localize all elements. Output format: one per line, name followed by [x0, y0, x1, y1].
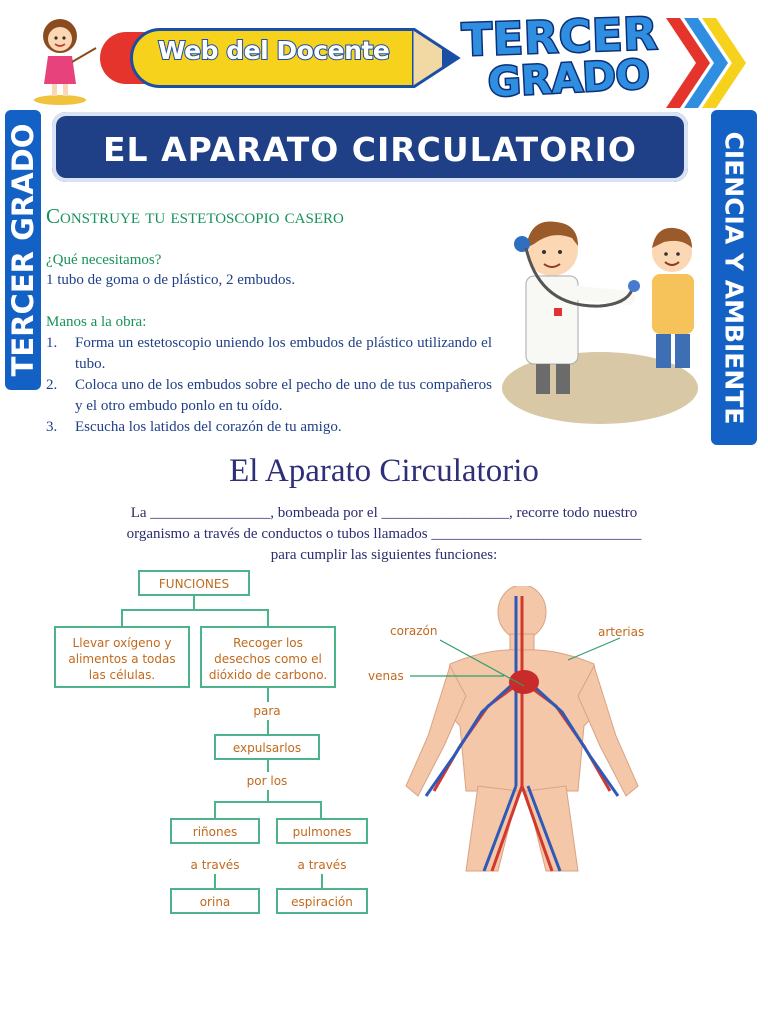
kids-stethoscope-illustration — [500, 208, 705, 426]
concept-box-label: expulsarlos — [232, 741, 302, 755]
materials-question: ¿Qué necesitamos? — [46, 252, 162, 268]
worksheet-fill-line: organismo a través de conductos o tubos llamados ____________________________ — [126, 526, 642, 542]
concept-connector-label: para — [253, 704, 281, 718]
concept-box-label: pulmones — [292, 825, 352, 839]
steps-heading: Manos a la obra: — [46, 314, 147, 330]
chevron-arrows-icon — [666, 18, 750, 108]
concept-connector — [267, 720, 269, 734]
step-item — [46, 333, 492, 375]
concept-connector — [321, 874, 323, 888]
concept-box-expulsarlos — [214, 734, 320, 760]
concept-connector — [267, 609, 269, 626]
materials-answer: 1 tubo de goma o de plástico, 2 embudos. — [46, 272, 296, 288]
step-number: 1. — [46, 335, 58, 351]
concept-connector-label: a través — [190, 858, 240, 872]
concept-function-box — [200, 626, 336, 688]
step-number: 2. — [46, 377, 58, 393]
step-number: 3. — [46, 419, 58, 435]
step-text: Forma un estetoscopio uniendo los embudos de plástico utilizando el tubo. — [75, 335, 492, 372]
concept-function-text: Llevar oxígeno y alimentos a todas las células. — [68, 636, 176, 682]
worksheet-fill-line: La ________________, bombeada por el _________________, recorre todo nuestro — [130, 505, 638, 521]
grade-logo-line2: GRADO — [486, 51, 651, 107]
side-banner-right-text: CIENCIA Y AMBIENTE — [719, 131, 749, 424]
site-name: Web del Docente — [158, 36, 390, 65]
concept-box-label: orina — [199, 895, 231, 909]
concept-box-label: riñones — [192, 825, 238, 839]
title-banner — [52, 112, 688, 182]
concept-box-pulmones — [276, 818, 368, 844]
step-text: Escucha los latidos del corazón de tu amigo. — [75, 419, 342, 435]
label-venas: venas — [368, 669, 404, 683]
concept-connector — [214, 801, 322, 803]
step-text: Coloca uno de los embudos sobre el pecho de uno de tus compañeros y el otro embudo ponlo en tu oído. — [75, 377, 492, 414]
concept-connector-label: a través — [297, 858, 347, 872]
side-banner-right — [711, 110, 757, 445]
grade-logo — [448, 8, 748, 107]
concept-connector — [267, 688, 269, 702]
concept-function-box — [54, 626, 190, 688]
concept-box-rinones — [170, 818, 260, 844]
concept-box-espiracion — [276, 888, 368, 914]
label-leader-lines — [400, 630, 660, 690]
label-corazon: corazón — [390, 624, 438, 638]
concept-connector — [267, 760, 269, 772]
grade-logo-line1: TERCER — [461, 8, 660, 67]
concept-connector — [214, 874, 216, 888]
concept-box-orina — [170, 888, 260, 914]
step-item — [46, 417, 492, 438]
concept-connector-label: por los — [246, 774, 288, 788]
activity-heading: Construye tu estetoscopio casero — [46, 204, 344, 228]
worksheet-title: El Aparato Circulatorio — [229, 453, 539, 489]
step-item — [46, 375, 492, 417]
concept-connector — [193, 596, 195, 610]
site-logo — [100, 22, 440, 94]
concept-connector — [121, 609, 123, 626]
concept-box-label: espiración — [291, 895, 353, 909]
concept-function-text: Recoger los desechos como el dióxido de carbono. — [208, 636, 328, 682]
concept-connector — [214, 801, 216, 818]
teacher-mascot-icon — [30, 14, 100, 106]
side-banner-left-text: TERCER GRADO — [6, 123, 40, 377]
label-arterias: arterias — [598, 625, 645, 639]
concept-root-label: FUNCIONES — [158, 577, 230, 591]
side-banner-left — [5, 110, 41, 390]
page-title: EL APARATO CIRCULATORIO — [103, 130, 637, 169]
concept-root-box — [138, 570, 250, 596]
concept-connector — [320, 801, 322, 818]
concept-connector — [121, 609, 269, 611]
worksheet-fill-line: para cumplir las siguientes funciones: — [270, 547, 498, 563]
